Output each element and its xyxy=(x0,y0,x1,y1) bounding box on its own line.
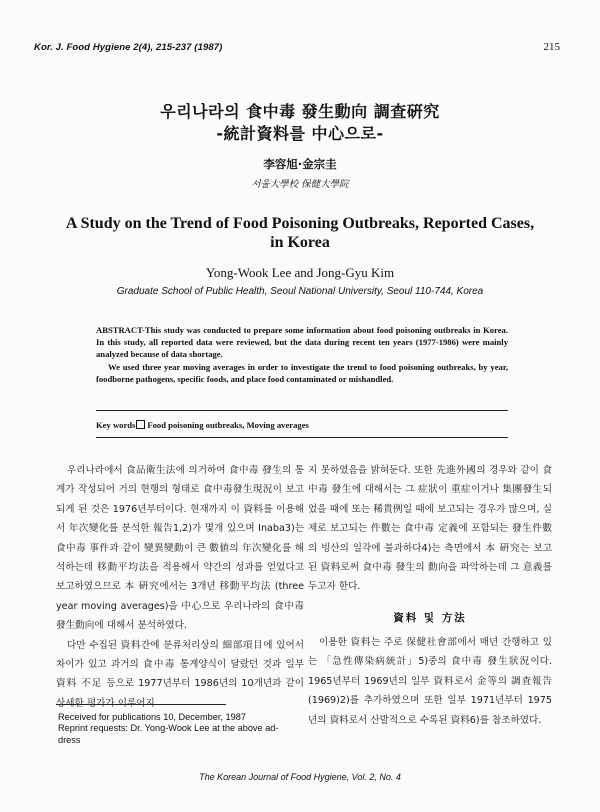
abstract-divider-bottom xyxy=(96,437,508,438)
body-paragraph: 우리나라에서 食品衛生法에 의거하여 食中毒 發生의 통계가 작성되어 거의 현행의 형태로 食中毒發生現況이 보고되게 된 것은 1976년부터이다. 현재까지 이 資料를 이용해서 年次變化를 분석한 報告1,2)가 몇개 있으며 Inaba3)는 食中毒 事件과 같이 變異變動이 큰 數値의 年次變化를 해석하는데 移動平均法을 적용해서 약간의 성과를 얻었다고 보고하였으므로 本 硏究에서는 3개년 移動平均法 (three year moving averages)을 中心으로 우리나라의 食中毒 發生動向에 대해서 분석하였다. xyxy=(56,465,304,632)
korean-authors: 李容旭·金宗圭 xyxy=(263,157,337,171)
footnote xyxy=(58,712,294,746)
korean-title-line2: -統計資料를 中心으로- xyxy=(216,124,384,143)
journal-reference: Kor. J. Food Hygiene 2(4), 215-237 (1987) xyxy=(34,42,223,53)
korean-title xyxy=(0,101,600,145)
footnote-divider xyxy=(56,704,226,705)
body-right-column xyxy=(308,461,552,597)
korean-title-line1: 우리나라의 食中毒 發生動向 調査硏究 xyxy=(160,102,440,121)
page-number: 215 xyxy=(543,41,560,53)
keywords-label: Key words xyxy=(96,420,136,430)
footnote-line: Reprint requests: Dr. Yong-Wook Lee at the above ad- xyxy=(58,723,279,734)
body-right-column-lower xyxy=(308,633,552,730)
square-bullet-icon xyxy=(136,420,145,429)
abstract xyxy=(96,324,508,385)
abstract-paragraph-1: ABSTRACT-This study was conducted to prepare some information about food poisoning outbreaks in Korea. In this study, all reported data were reviewed, but the data during recent ten years (1977-1986) were mainly analyzed because of data shortage. xyxy=(96,325,508,360)
body-paragraph: 다만 수집된 資料간에 분류처리상의 細部項目에 있어서 차이가 있고 과거의 食中毒 통계양식이 달랐던 것과 일부 資料 不足 등으로 1977년부터 1986년의 10개년과 같이 xyxy=(56,639,304,690)
keywords xyxy=(96,420,309,430)
footnote-line: Received for publications 10, December, 1987 xyxy=(58,712,246,722)
body-paragraph: 지 못하였음을 밝혀둔다. 또한 先進外國의 경우와 같이 食中毒 發生에 대해서는 그 症狀이 重症이거나 集團發生되었을 때에 또는 稀貴例일 때에 보고되는 경우가 많으며, 실제로 보고되는 件數는 食中毒 定義에 포함되는 發生件數의 빙산의 일각에 불과하다4)는 측면에서 本 硏究는 보고된 資料로써 食中毒 發生의 動向을 파악하는데 그 意義를 두고자 한다. xyxy=(308,465,552,593)
page-footer: The Korean Journal of Food Hygiene, Vol. 2, No. 4 xyxy=(199,772,401,782)
footnote-line: dress xyxy=(58,734,81,745)
english-title: A Study on the Trend of Food Poisoning Outbreaks, Reported Cases, in Korea xyxy=(65,215,535,251)
keywords-text: Food poisoning outbreaks, Moving averages xyxy=(147,420,309,430)
english-authors: Yong-Wook Lee and Jong-Gyu Kim xyxy=(205,265,395,280)
korean-affiliation: 서울大學校 保健大學院 xyxy=(251,179,349,190)
section-title-materials-methods: 資料 및 方法 xyxy=(393,612,467,624)
body-left-column xyxy=(56,461,304,713)
english-affiliation: Graduate School of Public Health, Seoul National University, Seoul 110-744, Korea xyxy=(116,286,484,297)
abstract-divider-top xyxy=(96,410,508,411)
body-paragraph: 이용한 資料는 주로 保健社會部에서 매년 간행하고 있는 「急性傳染病統計」5)중의 食中毒 發生狀況이다. 1965년부터 1969년의 일부 資料로서 金等의 調査報告(1969)2)를 추가하였으며 또한 일부 1971년부터 1975년의 資料로서 산발적으로 수록된 資料6)를 참조하였다. xyxy=(308,637,552,726)
abstract-paragraph-2: We used three year moving averages in order to investigate the trend to food poisoning outbreaks, by year, foodborne pathogens, specific foods, and place food contaminated or mishandled. xyxy=(96,361,508,384)
